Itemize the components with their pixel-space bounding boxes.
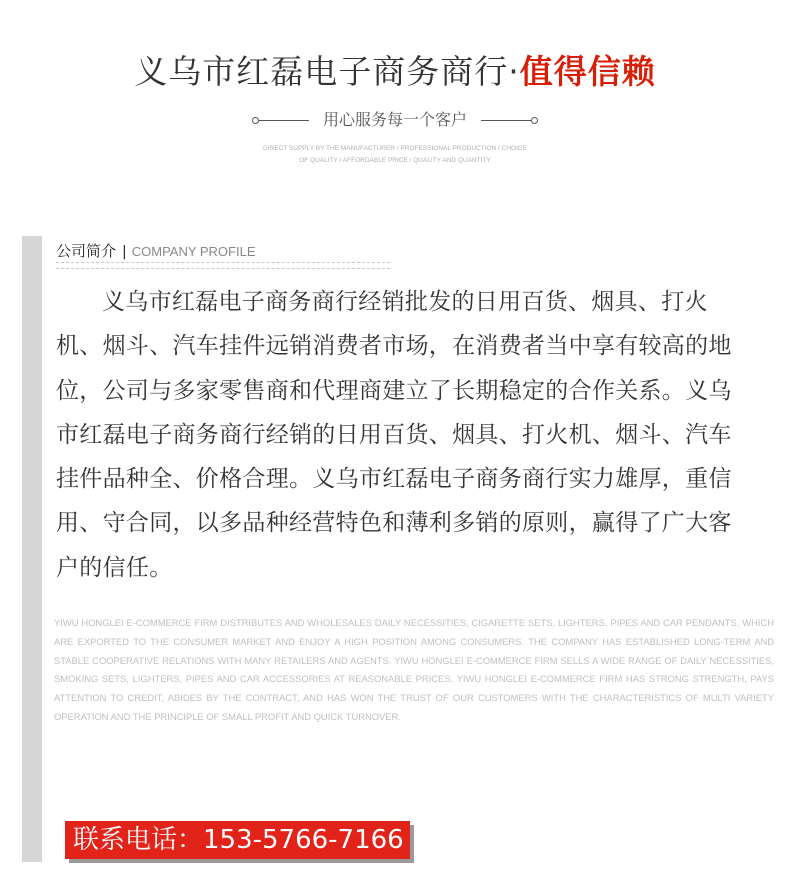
section-heading — [56, 240, 256, 261]
section-divider — [56, 262, 390, 269]
section-separator: | — [122, 244, 127, 260]
title-highlight: 值得信赖 — [519, 52, 656, 91]
section-title-en: COMPANY PROFILE — [131, 244, 256, 259]
contact-phone-banner: 联系电话：153-5766-7166 — [65, 821, 410, 859]
slogan-row — [0, 109, 790, 131]
slogan: 用心服务每一个客户 — [322, 110, 467, 129]
section-title-cn: 公司简介 — [56, 242, 117, 260]
ornament-line — [481, 120, 531, 121]
slogan-left-ornament — [252, 117, 309, 124]
ornament-dot — [252, 117, 259, 124]
company-profile-cn: 义乌市红磊电子商务商行经销批发的日用百货、烟具、打火机、烟斗、汽车挂件远销消费者市场，在消费者当中享有较高的地位，公司与多家零售商和代理商建立了长期稳定的合作关系。义乌市红磊电子商务商行经销的日用百货、烟具、打火机、烟斗、汽车挂件品种全、价格合理。义乌市红磊电子商务商行实力雄厚，重信用、守合同，以多品种经营特色和薄利多销的原则，赢得了广大客户的信任。 — [56, 289, 732, 581]
side-accent-bar — [22, 236, 42, 862]
ornament-line — [259, 120, 309, 121]
ornament-dot — [531, 117, 538, 124]
tagline-line-2: OF QUALITY / AFFORDABLE PRICE / QUALITY AND QUANTITY — [299, 157, 491, 164]
slogan-right-ornament — [481, 117, 538, 124]
page-title — [0, 50, 790, 94]
title-main: 义乌市红磊电子商务商行· — [134, 52, 520, 91]
tagline-line-1: DIRECT SUPPLY BY THE MANUFACTURER / PROFESSIONAL PRODUCTION / CHOICE — [263, 145, 527, 152]
tagline — [0, 143, 790, 167]
company-profile-en: YIWU HONGLEI E-COMMERCE FIRM DISTRIBUTES AND WHOLESALES DAILY NECESSITIES, CIGARETTE SETS, LIGHTERS, PIPES AND CAR PENDANTS, WHICH ARE EXPORTED TO THE CONSUMER MARKET AND ENJOY A HIGH POSITION AMONG CONSUMERS. THE COMPANY HAS ESTABLISHED LONG-TERM AND STABLE COOPERATIVE RELATIONS WITH MANY RETAILERS AND AGENTS. YIWU HONGLEI E-COMMERCE FIRM SELLS A WIDE RANGE OF DAILY NECESSITIES, SMOKING SETS, LIGHTERS, PIPES AND CAR ACCESSORIES AT REASONABLE PRICES. YIWU HONGLEI E-COMMERCE FIRM HAS STRONG STRENGTH, PAYS ATTENTION TO CREDIT, ABIDES BY THE CONTRACT, AND HAS WON THE TRUST OF OUR CUSTOMERS WITH THE CHARACTERISTICS OF MULTI VARIETY OPERATION AND THE PRINCIPLE OF SMALL PROFIT AND QUICK TURNOVER. — [54, 617, 774, 722]
